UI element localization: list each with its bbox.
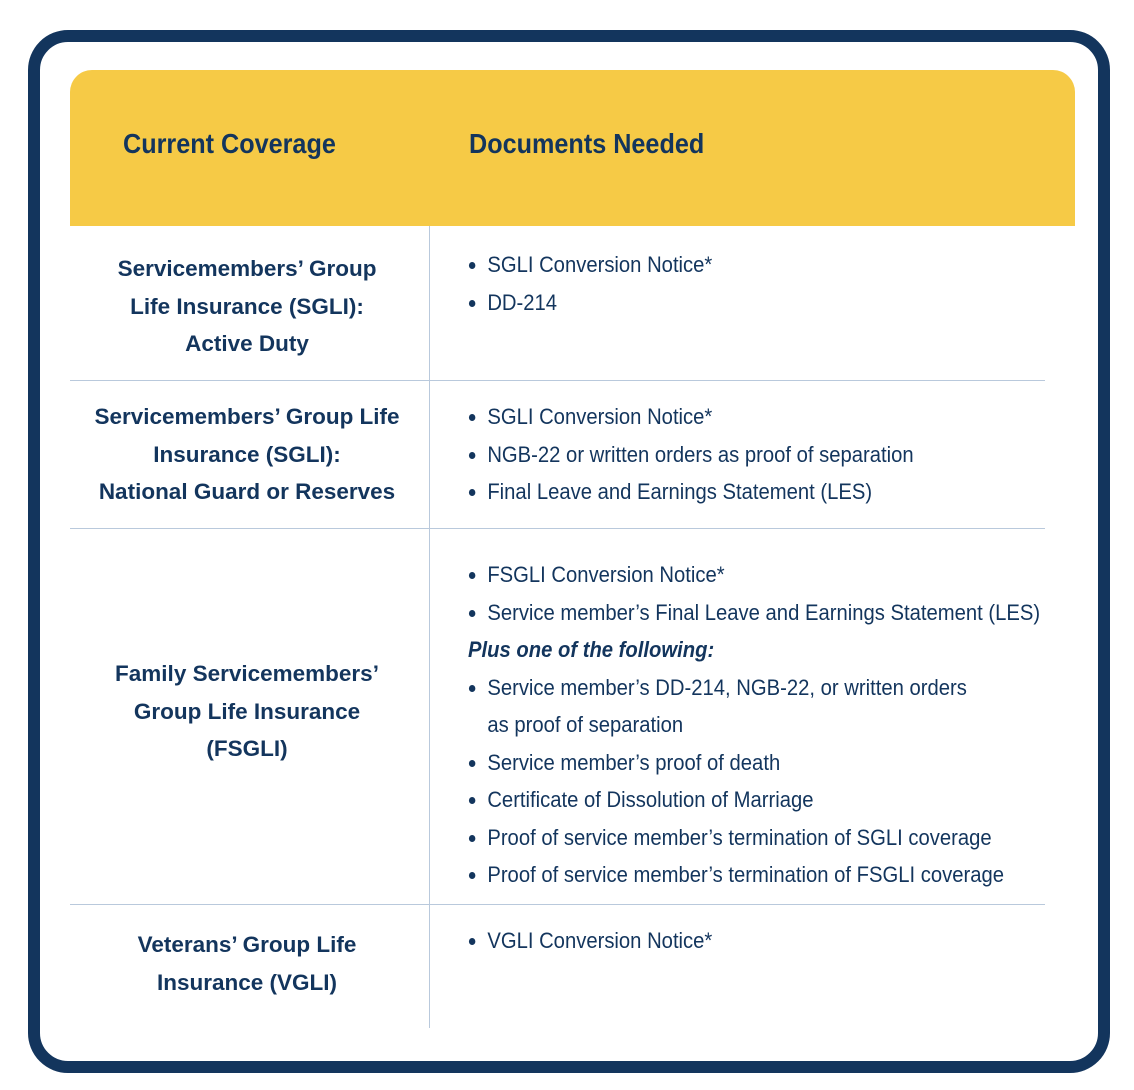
document-item-line: Proof of service member’s termination of SGLI coverage bbox=[487, 824, 992, 850]
coverage-line: Insurance (VGLI) bbox=[156, 969, 338, 995]
documents-fsgli bbox=[468, 556, 1078, 894]
header-documents-needed: Documents Needed bbox=[469, 128, 705, 159]
document-item: SGLI Conversion Notice* bbox=[468, 246, 1029, 284]
document-item bbox=[468, 781, 1029, 819]
document-item: FSGLI Conversion Notice* bbox=[468, 556, 1029, 594]
coverage-line: (FSGLI) bbox=[206, 736, 288, 761]
row-divider bbox=[70, 904, 1045, 905]
coverage-line: National Guard or Reserves bbox=[98, 479, 396, 504]
document-item: Service member’s Final Leave and Earnings Statement (LES) bbox=[468, 594, 1029, 632]
documents-vgli bbox=[468, 922, 1078, 960]
coverage-line: Veterans’ Group Life bbox=[137, 932, 357, 957]
plus-one-of-following-label: Plus one of the following: bbox=[468, 637, 715, 662]
table-header bbox=[70, 70, 1075, 226]
document-item bbox=[468, 744, 1029, 782]
header-current-coverage: Current Coverage bbox=[123, 128, 336, 159]
row-divider bbox=[70, 528, 1045, 529]
document-item-line: Service member’s DD-214, NGB-22, or written orders bbox=[487, 674, 967, 700]
coverage-line: Servicemembers’ Group bbox=[117, 256, 377, 281]
document-item: NGB-22 or written orders as proof of separation bbox=[468, 436, 1029, 474]
coverage-vgli bbox=[82, 926, 412, 1001]
row-divider bbox=[70, 380, 1045, 381]
coverage-line: Servicemembers’ Group Life bbox=[94, 404, 400, 429]
document-item-line: Proof of service member’s termination of FSGLI coverage bbox=[487, 862, 1005, 887]
document-item: VGLI Conversion Notice* bbox=[468, 922, 1029, 960]
document-item-line: Certificate of Dissolution of Marriage bbox=[487, 787, 814, 812]
document-item: Final Leave and Earnings Statement (LES) bbox=[468, 473, 1029, 511]
coverage-sgli-guard-reserves bbox=[82, 398, 412, 511]
documents-sgli-active-duty bbox=[468, 246, 1078, 321]
coverage-line: Active Duty bbox=[185, 331, 309, 356]
coverage-line: Group Life Insurance bbox=[133, 698, 361, 724]
document-item: SGLI Conversion Notice* bbox=[468, 398, 1029, 436]
coverage-line: Family Servicemembers’ bbox=[115, 661, 379, 686]
document-item-line: Service member’s proof of death bbox=[487, 749, 781, 775]
documents-sgli-guard-reserves bbox=[468, 398, 1078, 511]
document-item bbox=[468, 669, 1029, 744]
coverage-fsgli bbox=[82, 655, 412, 768]
document-item bbox=[468, 819, 1029, 857]
coverage-sgli-active-duty bbox=[82, 250, 412, 363]
coverage-line: Insurance (SGLI): bbox=[153, 441, 341, 467]
document-item bbox=[468, 856, 1029, 894]
coverage-table-frame bbox=[28, 30, 1110, 1073]
document-item-line: as proof of separation bbox=[487, 712, 684, 737]
column-divider bbox=[429, 226, 430, 1028]
coverage-line: Life Insurance (SGLI): bbox=[130, 293, 364, 319]
document-item: DD-214 bbox=[468, 284, 1029, 322]
